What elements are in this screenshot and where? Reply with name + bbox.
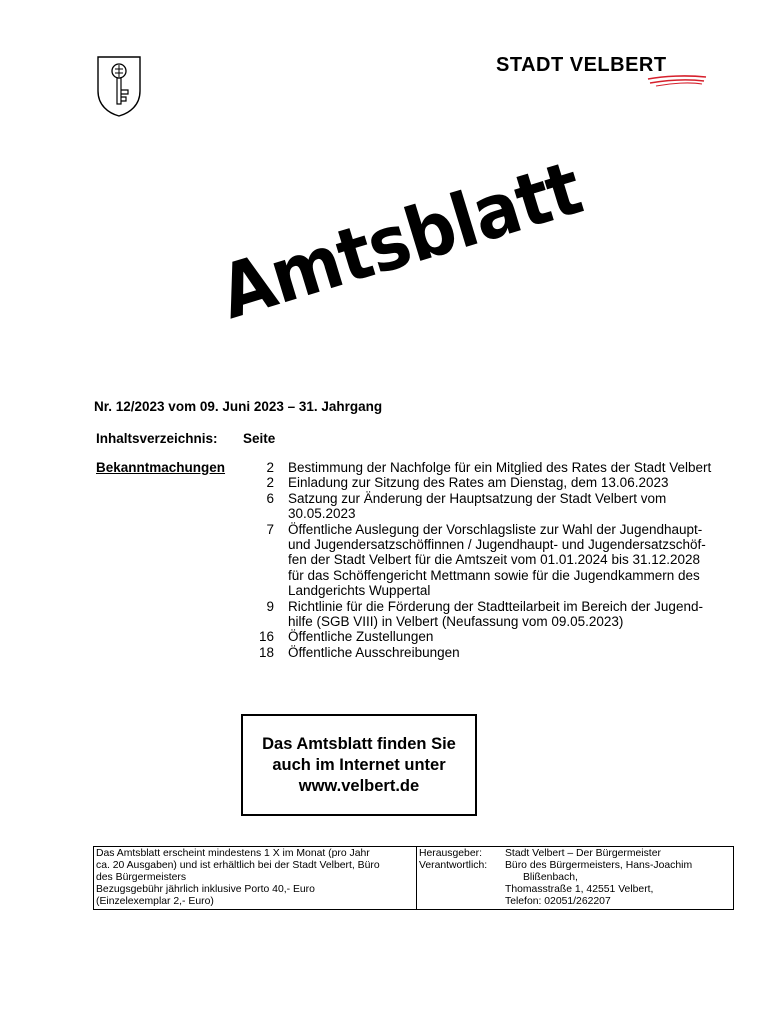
toc-entry	[244, 522, 730, 599]
toc-entry-title: Öffentliche Zustellungen	[288, 629, 434, 645]
wordmark-underline-swash	[646, 73, 708, 87]
publication-info: Das Amtsblatt erscheint mindestens 1 X im Monat (pro Jahr ca. 20 Ausgaben) und ist erhältlich bei der Stadt Velbert, Büro des Bürgermeisters Bezugsgebühr jährlich inklusive Porto 40,- Euro (Einzelexemplar 2,- Euro)	[94, 847, 417, 910]
toc-entry-page: 2	[266, 460, 274, 475]
toc-entry	[244, 475, 730, 490]
toc-entry-page: 9	[266, 598, 274, 614]
toc-entry-title: Öffentliche Ausschreibungen	[288, 644, 460, 660]
impressum-table	[93, 846, 734, 910]
coat-of-arms-icon	[96, 55, 142, 117]
notice-line: auch im Internet unter	[272, 755, 446, 774]
toc-entry	[244, 599, 730, 630]
toc-entry	[244, 629, 730, 644]
toc-entry	[244, 491, 730, 522]
toc-entry-page: 16	[258, 629, 274, 645]
online-notice-box	[241, 714, 477, 816]
toc-entry	[244, 645, 730, 660]
toc-entry-page: 18	[258, 644, 274, 660]
publisher-label: Herausgeber:	[419, 848, 482, 859]
publisher-info: Herausgeber: Stadt Velbert – Der Bürgermeister Verantwortlich: Büro des Bürgermeisters, Hans-Joachim Blißenbach, Thomasstraße 1, 42551 Velbert, Telefon: 02051/262207	[417, 847, 734, 910]
toc-entry-page: 7	[266, 521, 274, 537]
toc-section-label: Bekanntmachungen	[96, 460, 226, 475]
city-name: STADT VELBERT	[496, 54, 667, 76]
toc-entry-title: Öffentliche Auslegung der Vorschlagsliste zur Wahl der Jugendhaupt- und Jugendersatzschöffinnen / Jugendhaupt- und Jugendersatzschöf- fen der Stadt Velbert für die Amtszeit vom 01.01.2024 bis 31.12.2028 für das Schöffengericht Mettmann sowie für die Jugendkammern des Landgerichts Wuppertal	[288, 521, 706, 599]
toc-entry-title: Satzung zur Änderung der Hauptsatzung der Stadt Velbert vom 30.05.2023	[288, 490, 667, 522]
responsible-label: Verantwortlich:	[419, 860, 488, 872]
notice-line: Das Amtsblatt finden Sie	[262, 734, 456, 753]
toc-entry-title: Einladung zur Sitzung des Rates am Dienstag, dem 13.06.2023	[288, 475, 669, 491]
masthead-title: Amtsblatt	[210, 145, 591, 337]
toc-entries	[244, 460, 730, 660]
toc-heading: Inhaltsverzeichnis:	[96, 431, 218, 446]
toc-entry	[244, 460, 730, 475]
issue-line: Nr. 12/2023 vom 09. Juni 2023 – 31. Jahrgang	[94, 399, 383, 414]
toc-entry-page: 2	[266, 475, 274, 491]
city-wordmark	[496, 54, 667, 77]
responsible-value: Büro des Bürgermeisters, Hans-Joachim	[505, 860, 693, 872]
website-link[interactable]: www.velbert.de	[298, 776, 420, 795]
publisher-value: Stadt Velbert – Der Bürgermeister	[505, 848, 661, 859]
toc-entry-page: 6	[266, 490, 274, 506]
toc-entry-title: Bestimmung der Nachfolge für ein Mitglied des Rates der Stadt Velbert	[288, 460, 712, 475]
toc-page-heading: Seite	[243, 431, 276, 446]
toc-entry-title: Richtlinie für die Förderung der Stadtteilarbeit im Bereich der Jugend- hilfe (SGB VIII) in Velbert (Neufassung vom 09.05.2023)	[288, 598, 703, 630]
